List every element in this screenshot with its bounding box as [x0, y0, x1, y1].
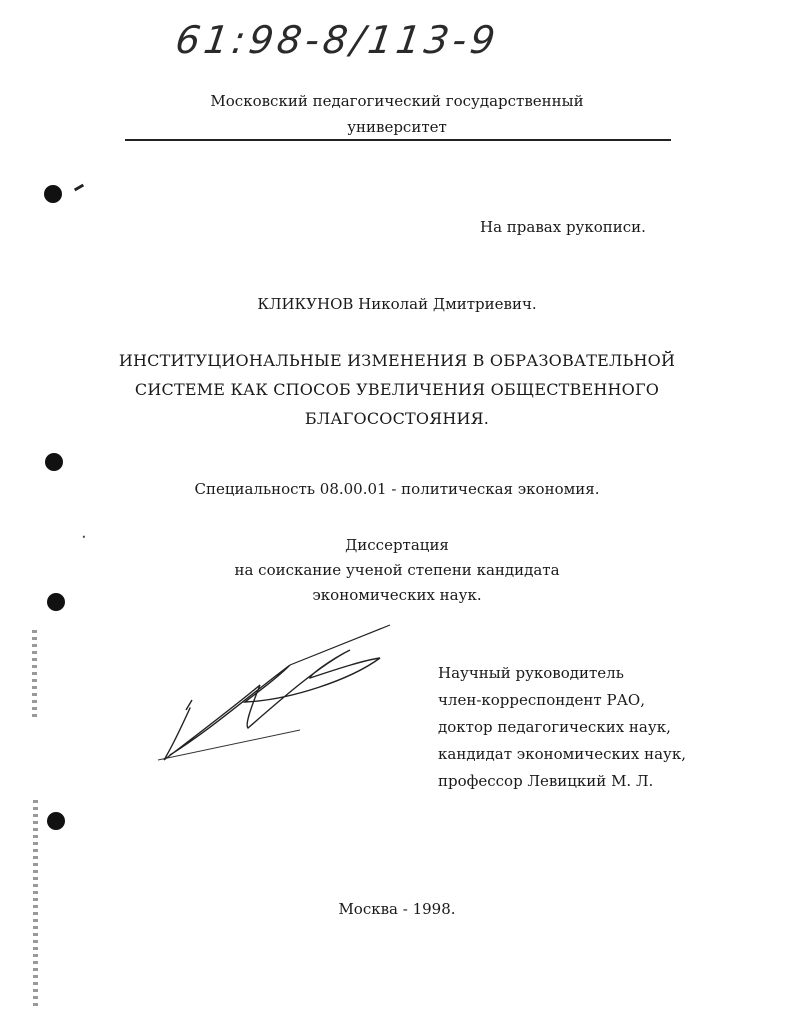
title-line-1: ИНСТИТУЦИОНАЛЬНЫЕ ИЗМЕНЕНИЯ В ОБРАЗОВАТЕЛЬНОЙ: [118, 351, 676, 370]
archive-code-stamp: [172, 14, 502, 94]
university-name: [0, 88, 794, 140]
supervisor-line-5: профессор Левицкий М. Л.: [438, 772, 654, 790]
university-line-2: университет: [347, 118, 447, 136]
punch-hole: [45, 453, 63, 471]
city-year: Москва - 1998.: [338, 900, 456, 918]
scan-mark: [74, 184, 84, 192]
dissertation-note: [0, 533, 794, 608]
punch-hole: [47, 812, 65, 830]
supervisor-line-1: Научный руководитель: [438, 664, 624, 682]
scan-edge-mark: [32, 630, 37, 720]
archive-code: 61:98-8/113-9: [172, 18, 502, 62]
rights-note: На правах рукописи.: [480, 218, 646, 236]
supervisor-block: [438, 660, 686, 795]
specialty: Специальность 08.00.01 - политическая экономия.: [194, 480, 600, 498]
supervisor-line-2: член-корреспондент РАО,: [438, 691, 645, 709]
dissertation-line-3: экономических наук.: [312, 586, 482, 604]
supervisor-line-4: кандидат экономических наук,: [438, 745, 686, 763]
author-name: КЛИКУНОВ Николай Дмитриевич.: [257, 295, 537, 313]
dissertation-line-1: Диссертация: [345, 536, 449, 554]
punch-hole: [44, 185, 62, 203]
scan-mark: ꞏ: [82, 530, 86, 544]
title-line-2: СИСТЕМЕ КАК СПОСОБ УВЕЛИЧЕНИЯ ОБЩЕСТВЕННОГО: [134, 380, 660, 399]
thesis-title: [0, 346, 794, 433]
supervisor-line-3: доктор педагогических наук,: [438, 718, 671, 736]
title-line-3: БЛАГОСОСТОЯНИЯ.: [304, 409, 490, 428]
header-divider: [125, 139, 671, 141]
dissertation-line-2: на соискание ученой степени кандидата: [234, 561, 560, 579]
signature: [150, 620, 410, 770]
university-line-1: Московский педагогический государственный: [210, 92, 584, 110]
